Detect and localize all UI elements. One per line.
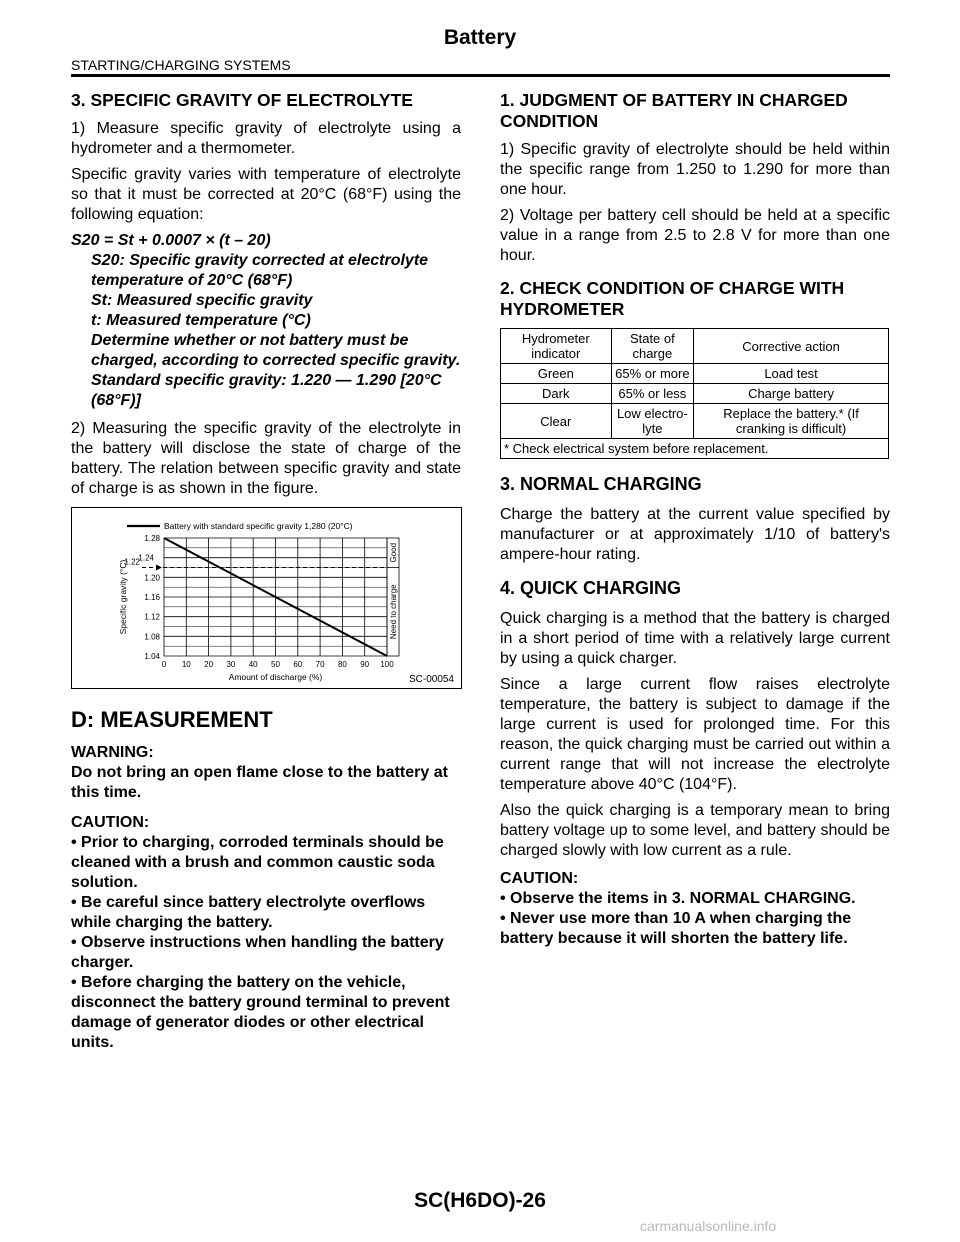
watermark: carmanualsonline.info [640, 1218, 777, 1234]
threshold-arrow [156, 565, 162, 571]
normal-charging-heading: 3. NORMAL CHARGING [500, 474, 702, 494]
quick-charging-p3: Also the quick charging is a temporary mean to bring battery voltage up to some level, and battery should be charged slowly with low current as a rule. [500, 802, 890, 859]
formula-line-3: t: Measured temperature (°C) [91, 312, 311, 329]
x-tick-label: 50 [271, 660, 280, 669]
y-axis-label: Specific gravity (°C) [118, 559, 128, 635]
formula-main: S20 = St + 0.0007 × (t – 20) [71, 232, 271, 249]
table-header-cell: Corrective action [694, 329, 889, 364]
hydrometer-table [500, 328, 889, 459]
specific-gravity-chart [71, 507, 462, 689]
table-cell: 65% or less [611, 384, 694, 404]
sg-paragraph-2: Specific gravity varies with temperature of electrolyte so that it must be corrected at 20°C (68°F) using the following equation: [71, 166, 461, 223]
table-cell: Load test [694, 364, 889, 384]
x-axis-label: Amount of discharge (%) [228, 672, 323, 682]
x-tick-label: 70 [315, 660, 325, 669]
table-cell: Clear [501, 404, 612, 439]
quick-charging-p1: Quick charging is a method that the battery is charged in a short period of time with a relatively large current by using a quick charger. [500, 610, 890, 667]
sg-step-2: 2) Measuring the specific gravity of the electrolyte in the battery will disclose the state of charge of the battery. The relation between specific gravity and state of charge is as shown in the figure. [71, 420, 461, 497]
quick-charging-p2: Since a large current flow raises electrolyte temperature, the battery is subject to damage if the large current is used for prolonged time. For this reason, the quick charging must be carried out within a current range that will not increase the electrolyte temperature above 40°C (104°F). [500, 676, 890, 793]
table-note-row [501, 439, 889, 459]
caution-item: • Be careful since battery electrolyte overflows while charging the battery. [71, 894, 426, 931]
y-tick-label: 1.08 [144, 632, 160, 642]
table-header-cell: Hydrometer indicator [501, 329, 612, 364]
table-row [501, 404, 889, 439]
x-tick-label: 90 [360, 660, 370, 669]
x-tick-label: 80 [337, 660, 347, 669]
judgment-heading: 1. JUDGMENT OF BATTERY IN CHARGED CONDITION [500, 90, 848, 131]
y-tick-label: 1.16 [144, 593, 160, 602]
table-row [501, 364, 889, 384]
table-header-cell: State of charge [611, 329, 694, 364]
page-number: SC(H6DO)-26 [414, 1189, 546, 1212]
table-cell: Green [501, 364, 612, 384]
y-tick-label: 1.04 [144, 652, 160, 661]
warning-block [71, 743, 461, 803]
page-title: Battery [443, 26, 517, 49]
table-header-row [501, 329, 889, 364]
specific-gravity-heading: 3. SPECIFIC GRAVITY OF ELECTROLYTE [71, 90, 413, 110]
table-cell: 65% or more [611, 364, 694, 384]
zone-label-need-charge: Need to charge [389, 584, 398, 640]
y-tick-label: 1.24 [138, 553, 154, 563]
table-cell: Low electro-lyte [611, 404, 694, 439]
formula-line-1: S20: Specific gravity corrected at electrolyte temperature of 20°C (68°F) [91, 252, 429, 289]
caution-label: CAUTION: [71, 814, 150, 831]
chart-svg [72, 508, 461, 688]
caution-label: CAUTION: [500, 870, 579, 887]
table-cell: Dark [501, 384, 612, 404]
x-tick-label: 100 [380, 660, 394, 669]
caution-item: • Never use more than 10 A when charging the battery because it will shorten the battery life. [500, 910, 852, 947]
left-column [71, 90, 461, 1053]
hydrometer-heading: 2. CHECK CONDITION OF CHARGE WITH HYDROMETER [500, 278, 845, 319]
warning-text: Do not bring an open flame close to the battery at this time. [71, 764, 448, 801]
legend-label: Battery with standard specific gravity 1,280 (20°C) [164, 521, 353, 531]
threshold-label: 1.22 [124, 557, 140, 567]
table-cell: Replace the battery.* (If cranking is difficult) [694, 404, 889, 439]
formula-line-2: St: Measured specific gravity [91, 292, 313, 309]
section-name: STARTING/CHARGING SYSTEMS [71, 57, 291, 73]
right-column [500, 90, 890, 949]
x-tick-label: 0 [161, 660, 167, 669]
correction-formula [71, 231, 461, 411]
x-tick-label: 20 [204, 660, 214, 669]
quick-charging-heading: 4. QUICK CHARGING [500, 578, 682, 598]
caution-item: • Observe the items in 3. NORMAL CHARGING. [500, 890, 856, 907]
caution-item: • Before charging the battery on the vehicle, disconnect the battery ground terminal to prevent damage of generator diodes or other electrical units. [71, 974, 450, 1051]
measurement-heading: D: MEASUREMENT [71, 707, 273, 732]
y-tick-label: 1.28 [144, 534, 160, 543]
y-tick-label: 1.20 [144, 573, 160, 583]
x-tick-label: 40 [248, 660, 258, 669]
figure-id: SC-00054 [408, 674, 454, 685]
caution-item: • Prior to charging, corroded terminals should be cleaned with a brush and common caustic soda solution. [71, 834, 444, 891]
table-cell: Charge battery [694, 384, 889, 404]
caution-item: • Observe instructions when handling the battery charger. [71, 934, 444, 971]
x-tick-label: 30 [226, 660, 236, 669]
formula-line-5: Standard specific gravity: 1.220 — 1.290 [20°C (68°F)] [91, 372, 442, 409]
x-tick-label: 10 [181, 660, 191, 669]
warning-label: WARNING: [71, 744, 154, 761]
zone-label-good: Good [389, 542, 398, 563]
header-rule [71, 74, 890, 77]
sg-step-1: 1) Measure specific gravity of electrolyte using a hydrometer and a thermometer. [71, 120, 461, 157]
judgment-step-1: 1) Specific gravity of electrolyte should be held within the specific range from 1.250 to 1.290 for more than one hour. [500, 141, 890, 198]
normal-charging-text: Charge the battery at the current value specified by manufacturer or at approximately 1/10 of battery's ampere-hour rating. [500, 506, 890, 563]
table-note: * Check electrical system before replacement. [501, 439, 889, 459]
judgment-step-2: 2) Voltage per battery cell should be held at a specific value in a range from 2.5 to 2.8 V for more than one hour. [500, 207, 890, 264]
y-tick-label: 1.12 [144, 612, 160, 622]
table-row [501, 384, 889, 404]
formula-line-4: Determine whether or not battery must be charged, according to corrected specific gravity. [91, 332, 461, 369]
x-tick-label: 60 [293, 660, 303, 669]
